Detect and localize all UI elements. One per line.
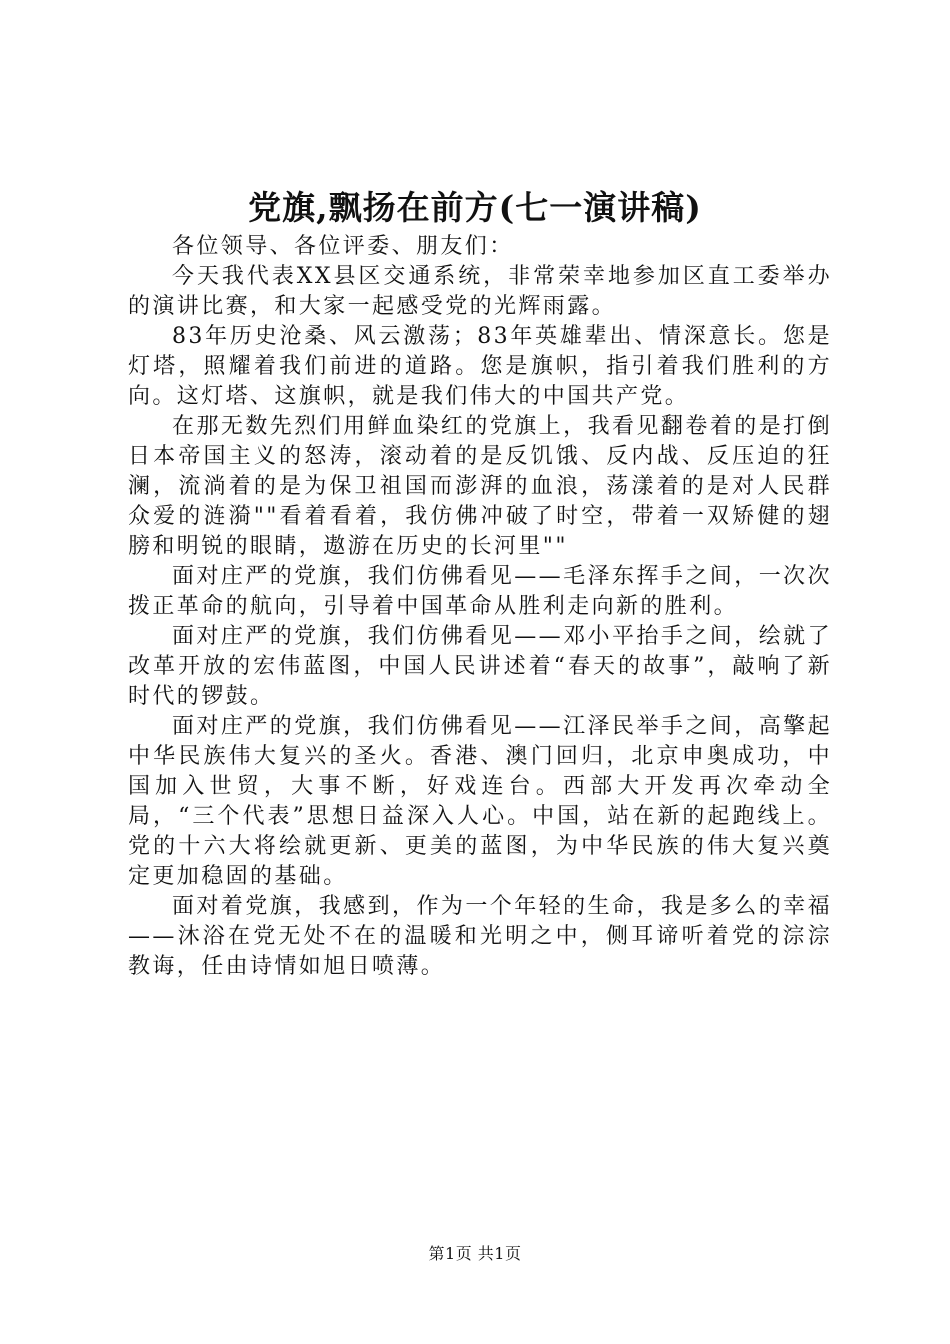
document-body — [128, 232, 832, 982]
paragraph-history: 83年历史沧桑、风云激荡；83年英雄辈出、情深意长。您是灯塔，照耀着我们前进的道路。您是旗帜，指引着我们胜利的方向。这灯塔、这旗帜，就是我们伟大的中国共产党。 — [128, 324, 832, 409]
paragraph-martyrs: 在那无数先烈们用鲜血染红的党旗上，我看见翻卷着的是打倒日本帝国主义的怒涛，滚动着的是反饥饿、反内战、反压迫的狂澜，流淌着的是为保卫祖国而澎湃的血浪，荡漾着的是对人民群众爱的涟漪""看着看着，我仿佛冲破了时空，带着一双矫健的翅膀和明锐的眼睛，遨游在历史的长河里"" — [128, 414, 832, 559]
paragraph-deng: 面对庄严的党旗，我们仿佛看见——邓小平抬手之间，绘就了改革开放的宏伟蓝图，中国人民讲述着“春天的故事”，敲响了新时代的锣鼓。 — [128, 624, 832, 709]
paragraph-salutation: 各位领导、各位评委、朋友们： — [172, 234, 514, 259]
paragraph-conclusion: 面对着党旗，我感到，作为一个年轻的生命，我是多么的幸福——沐浴在党无处不在的温暖和光明之中，侧耳谛听着党的淙淙教诲，任由诗情如旭日喷薄。 — [128, 894, 832, 979]
page-number-footer: 第1页 共1页 — [428, 1244, 522, 1263]
document-title: 党旗,飘扬在前方(七一演讲稿) — [248, 188, 702, 227]
paragraph-mao: 面对庄严的党旗，我们仿佛看见——毛泽东挥手之间，一次次拨正革命的航向，引导着中国革命从胜利走向新的胜利。 — [128, 564, 832, 619]
paragraph-jiang: 面对庄严的党旗，我们仿佛看见——江泽民举手之间，高擎起中华民族伟大复兴的圣火。香港、澳门回归，北京申奥成功，中国加入世贸，大事不断，好戏连台。西部大开发再次牵动全局，“三个代表”思想日益深入人心。中国，站在新的起跑线上。党的十六大将绘就更新、更美的蓝图，为中华民族的伟大复兴奠定更加稳固的基础。 — [128, 714, 832, 889]
paragraph-introduction: 今天我代表XX县区交通系统，非常荣幸地参加区直工委举办的演讲比赛，和大家一起感受党的光辉雨露。 — [128, 264, 832, 319]
